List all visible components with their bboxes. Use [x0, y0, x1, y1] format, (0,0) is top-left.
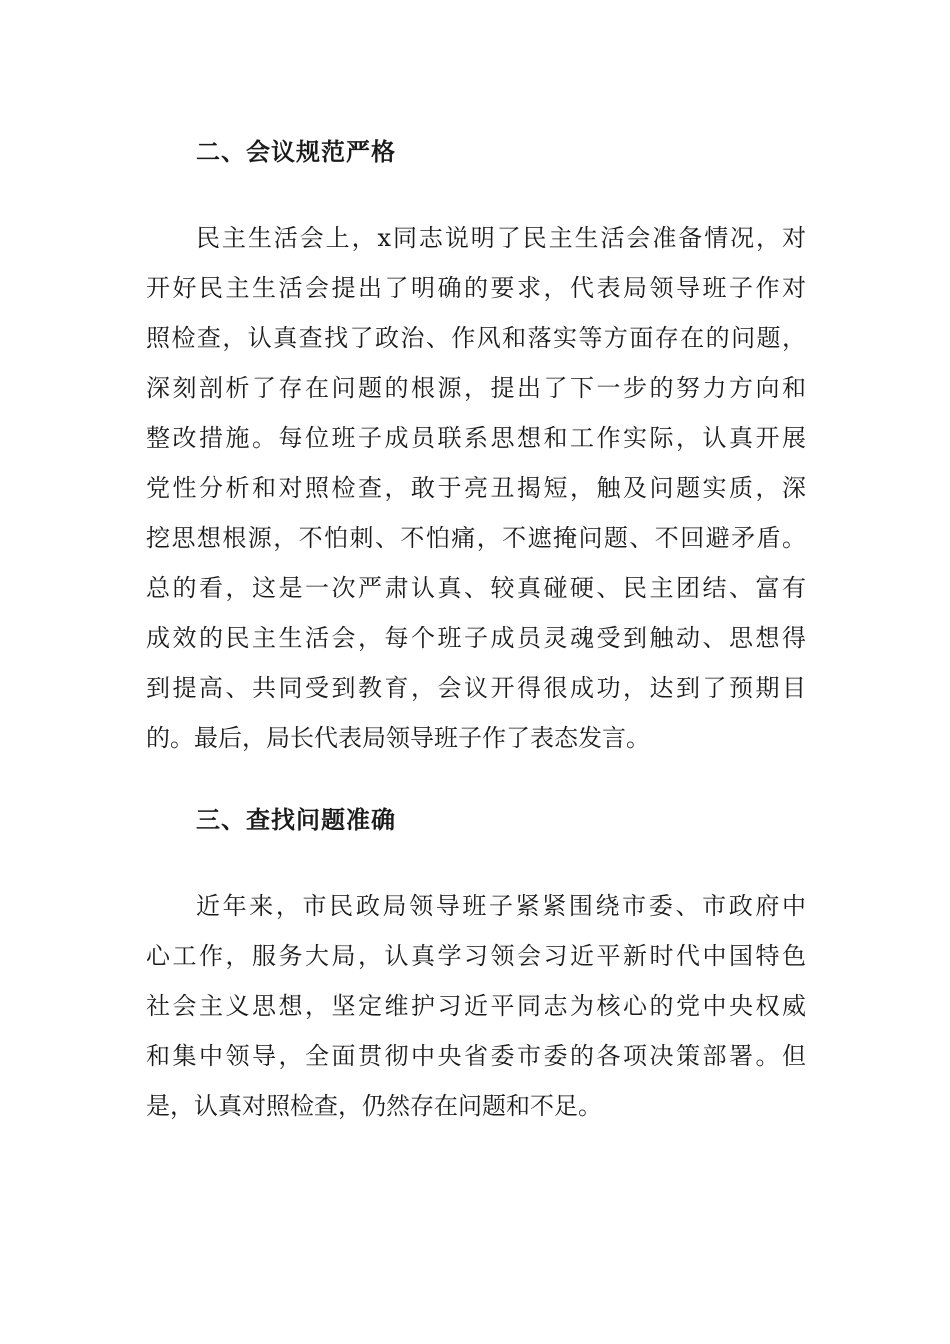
- paragraph-line: 和集中领导，全面贯彻中央省委市委的各项决策部署。但: [146, 1042, 806, 1070]
- paragraph-line: 近年来，市民政局领导班子紧紧围绕市委、市政府中: [196, 892, 806, 920]
- paragraph-line: 深刻剖析了存在问题的根源，提出了下一步的努力方向和: [146, 374, 806, 402]
- paragraph-line: 到提高、共同受到教育，会议开得很成功，达到了预期目: [146, 674, 806, 702]
- paragraph-line: 照检查，认真查找了政治、作风和落实等方面存在的问题，: [146, 324, 806, 352]
- paragraph-line: 开好民主生活会提出了明确的要求，代表局领导班子作对: [146, 274, 806, 302]
- paragraph-line: 民主生活会上，x同志说明了民主生活会准备情况，对: [196, 224, 806, 252]
- section-3-paragraph: [146, 881, 806, 1131]
- paragraph-line: 党性分析和对照检查，敢于亮丑揭短，触及问题实质，深: [146, 474, 806, 502]
- section-heading-2: 二、会议规范严格: [196, 138, 396, 166]
- paragraph-line: 成效的民主生活会，每个班子成员灵魂受到触动、思想得: [146, 624, 806, 652]
- paragraph-line: 是，认真对照检查，仍然存在问题和不足。: [146, 1092, 602, 1120]
- paragraph-line: 挖思想根源，不怕刺、不怕痛，不遮掩问题、不回避矛盾。: [146, 524, 806, 552]
- paragraph-line: 社会主义思想，坚定维护习近平同志为核心的党中央权威: [146, 992, 806, 1020]
- paragraph-line: 的。最后，局长代表局领导班子作了表态发言。: [146, 724, 650, 752]
- paragraph-line: 整改措施。每位班子成员联系思想和工作实际，认真开展: [146, 424, 806, 452]
- paragraph-line: 心工作，服务大局，认真学习领会习近平新时代中国特色: [146, 942, 806, 970]
- section-2-paragraph: [146, 213, 806, 763]
- paragraph-line: 总的看，这是一次严肃认真、较真碰硬、民主团结、富有: [146, 574, 806, 602]
- section-heading-3: 三、查找问题准确: [196, 806, 396, 834]
